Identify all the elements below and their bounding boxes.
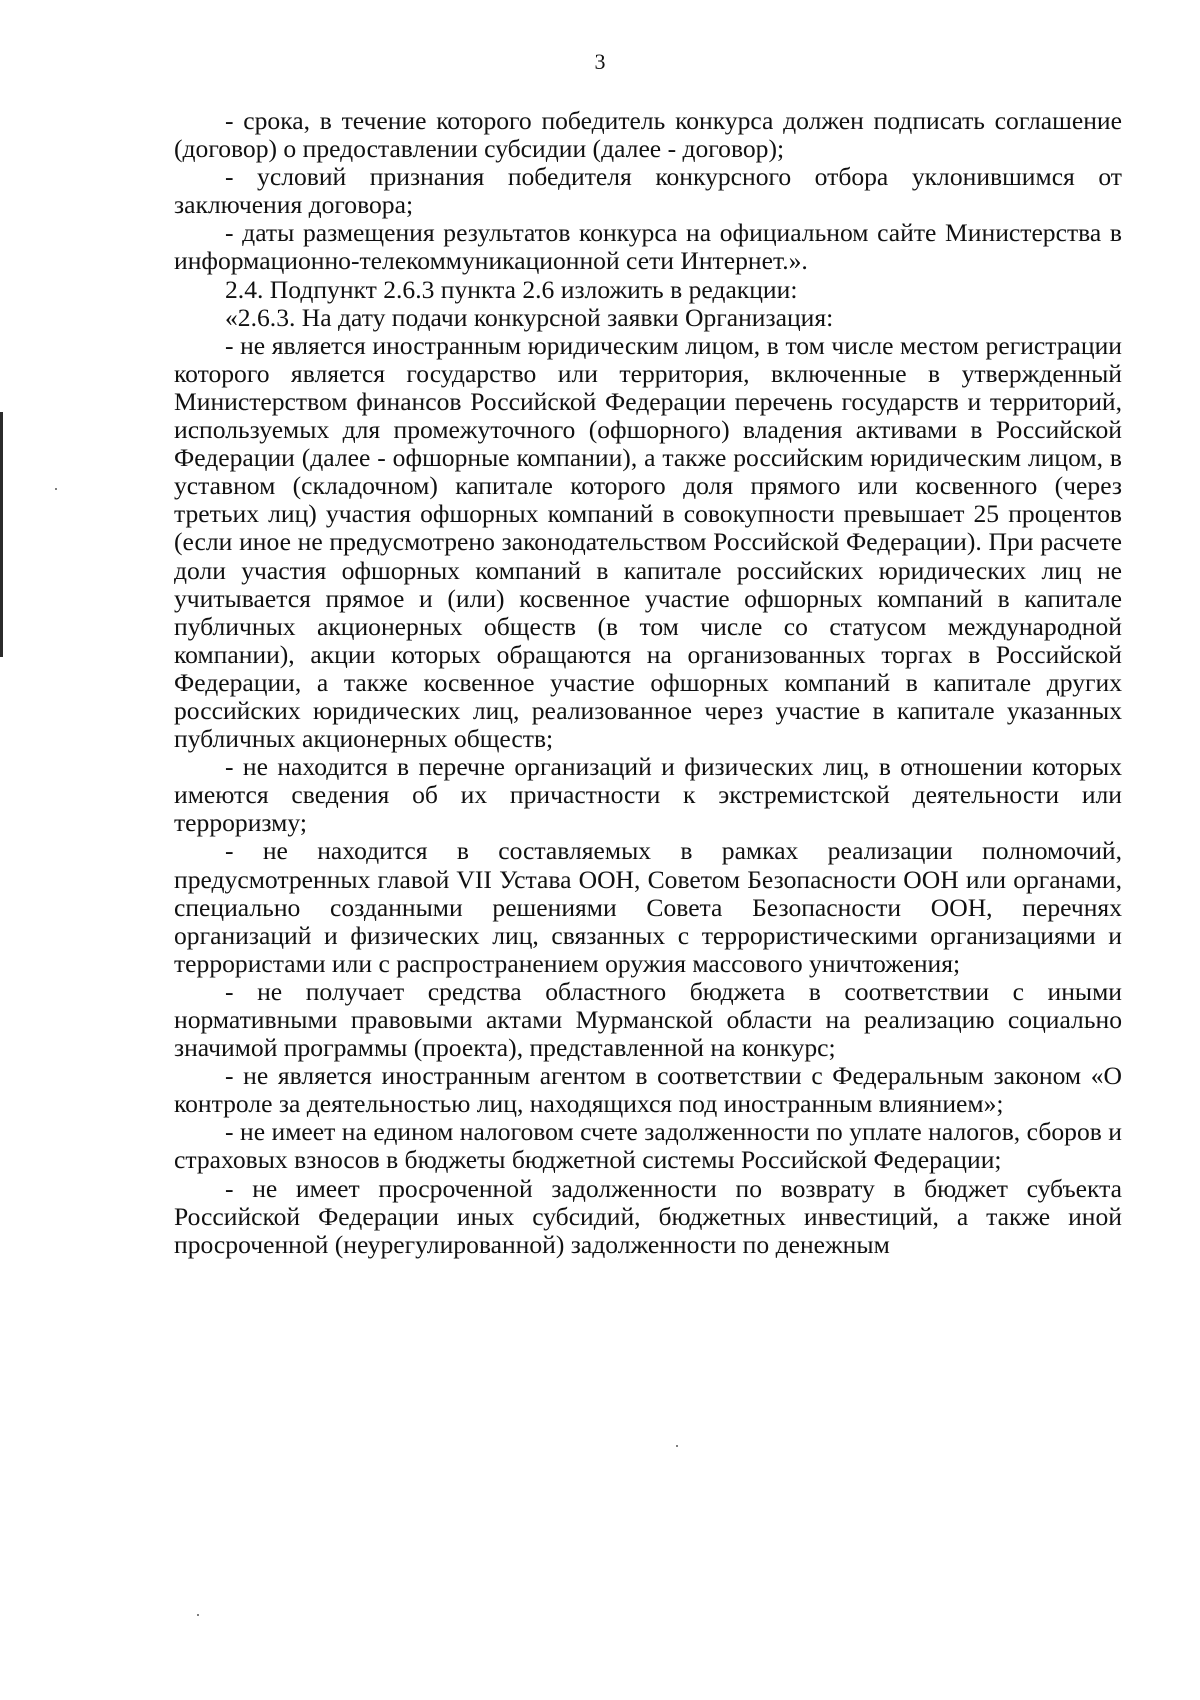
paragraph-not-extremist-list: - не находится в перечне организаций и физических лиц, в отношении которых имеются сведения об их причастности к экстремистской деятельности или терроризму; <box>174 752 1122 838</box>
paragraph-publication-dates: - даты размещения результатов конкурса на официальном сайте Министерства в информационно-телекоммуникационной сети Интернет.». <box>174 218 1122 276</box>
paragraph-evasion-conditions: - условий признания победителя конкурсного отбора уклонившимся от заключения договора; <box>174 162 1122 220</box>
paragraph-not-un-lists: - не находится в составляемых в рамках реализации полномочий, предусмотренных главой VII Устава ООН, Советом Безопасности ООН или органами, специально созданными решениями Совета Безопасности ООН, перечнях организаций и физических лиц, связанных с террористическими организациями и террористами или с распространением оружия массового уничтожения; <box>174 836 1122 978</box>
paragraph-amendment-2-4: 2.4. Подпункт 2.6.3 пункта 2.6 изложить в редакции: <box>225 274 798 304</box>
scan-edge-mark <box>0 412 3 657</box>
scan-speck <box>197 1614 199 1616</box>
paragraph-not-foreign-agent: - не является иностранным агентом в соответствии с Федеральным законом «О контроле за деятельностью лиц, находящихся под иностранным влиянием»; <box>174 1061 1122 1119</box>
scan-speck <box>676 1445 678 1447</box>
paragraph-not-foreign-entity: - не является иностранным юридическим лицом, в том числе местом регистрации которого является государство или территория, включенные в утвержденный Министерством финансов Российской Федерации перечень государств и территорий, используемых для промежуточного (офшорного) владения активами в Российской Федерации (далее - офшорные компании), а также российским юридическим лицом, в уставном (складочном) капитале которого доля прямого или косвенного (через третьих лиц) участия офшорных компаний в совокупности превышает 25 процентов (если иное не предусмотрено законодательством Российской Федерации). При расчете доли участия офшорных компаний в капитале российских юридических лиц не учитывается прямое и (или) косвенное участие офшорных компаний в капитале публичных акционерных обществ (в том числе со статусом международной компании), акции которых обращаются на организованных торгах в Российской Федерации, а также косвенное участие офшорных компаний в капитале других российских юридических лиц, реализованное через участие в капитале указанных публичных акционерных обществ; <box>174 330 1122 754</box>
page-number: 3 <box>594 49 606 74</box>
paragraph-deadline: - срока, в течение которого победитель конкурса должен подписать соглашение (договор) о предоставлении субсидии (далее - договор); <box>174 106 1122 164</box>
paragraph-no-tax-debt: - не имеет на едином налоговом счете задолженности по уплате налогов, сборов и страховых взносов в бюджеты бюджетной системы Российской Федерации; <box>174 1117 1122 1175</box>
paragraph-no-other-funding: - не получает средства областного бюджета в соответствии с иными нормативными правовыми актами Мурманской области на реализацию социально значимой программы (проекта), представленной на конкурс; <box>174 976 1122 1063</box>
paragraph-no-overdue-debt: - не имеет просроченной задолженности по возврату в бюджет субъекта Российской Федерации иных субсидий, бюджетных инвестиций, а также иной просроченной (неурегулированной) задолженности по денежным <box>174 1173 1122 1259</box>
paragraph-clause-2-6-3: «2.6.3. На дату подачи конкурсной заявки Организация: <box>225 302 834 332</box>
scan-speck <box>55 488 57 490</box>
document-body <box>174 107 1122 1259</box>
